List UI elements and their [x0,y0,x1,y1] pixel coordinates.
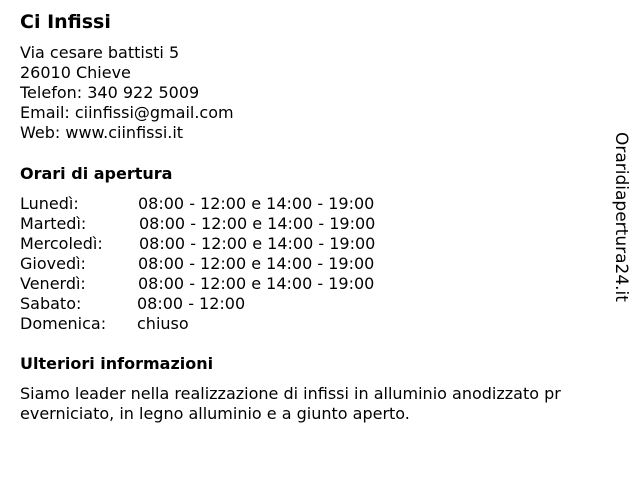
info-description [20,384,620,424]
city-address: 26010 Chieve [20,63,131,82]
hours-row-tuesday [20,214,376,234]
day-label: Mercoledì: [20,234,103,253]
day-label: Domenica: [20,314,107,333]
time-value: 08:00 - 12:00 e 14:00 - 19:00 [139,214,376,233]
time-value: 08:00 - 12:00 [137,294,246,313]
time-value: 08:00 - 12:00 e 14:00 - 19:00 [139,234,376,253]
hours-row-monday [20,194,375,214]
phone-number: Telefon: 340 922 5009 [20,83,200,102]
info-heading: Ulteriori informazioni [20,354,214,373]
site-watermark: Oraridiapertura24.it [611,132,631,302]
hours-row-friday [20,274,375,294]
hours-table [20,194,376,334]
day-label: Venerdì: [20,274,86,293]
hours-row-wednesday [20,234,376,254]
hours-row-sunday [20,314,189,334]
email-address: Email: ciinfissi@gmail.com [20,103,234,122]
street-address: Via cesare battisti 5 [20,43,180,62]
time-value: chiuso [137,314,189,333]
day-label: Lunedì: [20,194,79,213]
day-label: Giovedì: [20,254,86,273]
day-label: Martedì: [20,214,87,233]
business-name: Ci Infissi [20,11,111,33]
hours-row-thursday [20,254,375,274]
time-value: 08:00 - 12:00 e 14:00 - 19:00 [138,194,375,213]
hours-heading: Orari di apertura [20,164,173,183]
day-label: Sabato: [20,294,82,313]
time-value: 08:00 - 12:00 e 14:00 - 19:00 [138,274,375,293]
website: Web: www.ciinfissi.it [20,123,184,142]
time-value: 08:00 - 12:00 e 14:00 - 19:00 [138,254,375,273]
hours-row-saturday [20,294,246,314]
contact-block [20,43,234,143]
info-line: Siamo leader nella realizzazione di infissi in alluminio anodizzato pr [20,384,561,403]
info-line: everniciato, in legno alluminio e a giunto aperto. [20,404,410,423]
